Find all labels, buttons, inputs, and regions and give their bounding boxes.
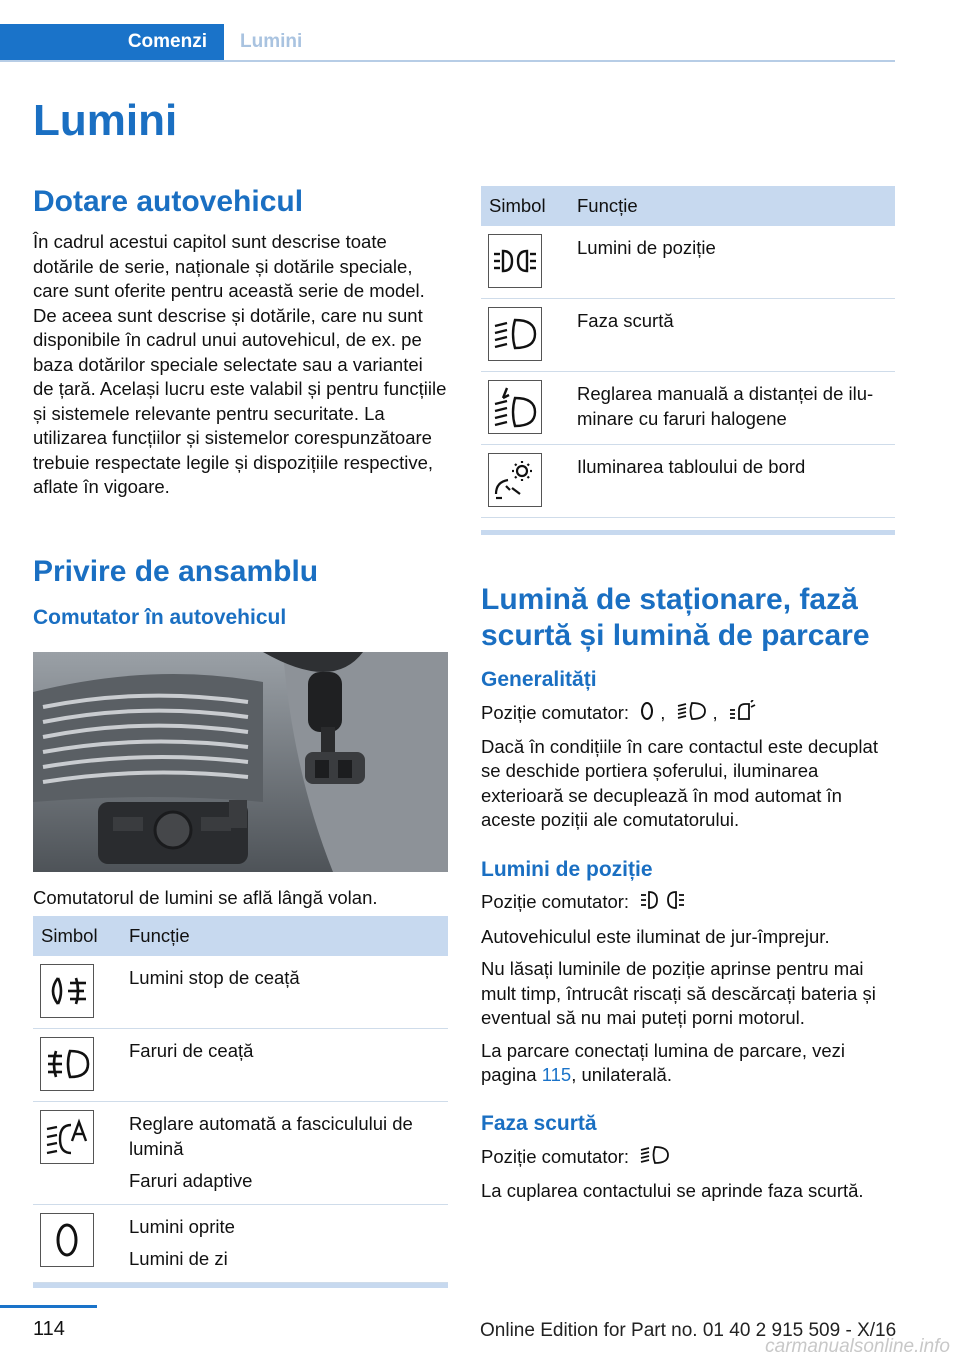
table-header-function: Funcție [563,186,895,226]
front-fog-light-icon [40,1037,94,1091]
table-header-symbol: Simbol [33,916,115,956]
section-dotare [33,184,448,500]
footer-accent [0,1305,97,1308]
section-title-lights: Lumină de staționare, fază scurtă și lumină de parcare [481,583,870,652]
subsection-general [481,668,895,833]
rear-fog-light-icon [40,964,94,1018]
section-overview [33,554,448,630]
switch-positions-general: Poziție comutator: , , [481,700,895,729]
tab-lumini[interactable]: Lumini [240,31,303,52]
function-text: Faza scurtă [577,310,674,331]
parking-lights-icon [488,234,542,288]
switch-position-parking: Poziție comutator: [481,890,895,917]
table-header-function: Funcție [115,916,448,956]
parking-lights-icon [640,890,686,917]
table-row [33,1029,448,1102]
header-tabs [0,24,895,62]
parking-text-3: La parcare conectați lumina de parcare, vezi pagina 115, unilaterală. [481,1039,846,1085]
subsection-title-general: Generalități [481,668,597,691]
lights-off-icon [640,701,654,728]
subsection-title-low-beam: Faza scurtă [481,1112,597,1135]
table-header-symbol: Simbol [481,186,563,226]
function-text: Reglarea manuală a distanței de iluminare cu faruri halogene [577,383,874,429]
headlight-range-icon [488,380,542,434]
general-body: Dacă în condițiile în care contactul este decuplat se deschide portiera șoferului, iluminarea exterioară se decuplează în mod automat în aceste poziții ale comutatorului. [481,735,878,830]
subsection-title-switch: Comutator în autovehicul [33,606,287,629]
function-text: Iluminarea tabloului de bord [577,456,806,477]
photo-caption: Comutatorul de lumini se află lângă volan. [33,887,378,908]
tab-comenzi[interactable]: Comenzi [0,24,224,60]
table-end-bar [481,530,895,535]
left-symbol-table [33,916,448,1288]
function-text: Faruri de ceață [129,1040,254,1061]
function-text: Lumini de zi [129,1248,228,1269]
lights-off-icon [40,1213,94,1267]
switch-photo [33,652,448,872]
table-row [33,1102,448,1205]
table-row [481,299,895,372]
parking-text-2: Nu lăsați luminile de poziție aprinse pentru mai mult timp, întrucât riscați să descărcați bateria și eventual să nu mai puteți porni motorul. [481,958,876,1028]
table-row [481,372,895,445]
table-row [481,445,895,518]
subsection-title-parking: Lumini de poziție [481,858,653,881]
low-beam-icon [488,307,542,361]
right-symbol-table [481,186,895,535]
table-row [33,1204,448,1282]
watermark: carmanualsonline.info [765,1336,950,1357]
page-link-115[interactable]: 115 [541,1064,572,1085]
function-text: Lumini de poziție [577,237,716,258]
parking-light-icon [729,700,757,729]
low-beam-icon [640,1144,670,1173]
section-title-overview: Privire de ansamblu [33,555,319,588]
function-text: Lumini stop de ceață [129,967,300,988]
subsection-parking-lights [481,858,895,1088]
section-title-dotare: Dotare autovehicul [33,185,304,218]
subsection-low-beam [481,1112,895,1203]
function-text: Reglare automată a fasciculului de lumină [129,1113,413,1159]
low-beam-icon [677,700,707,729]
automatic-headlight-icon [40,1110,94,1164]
switch-position-low-beam: Poziție comutator: [481,1144,895,1173]
low-beam-text: La cuplarea contactului se aprinde faza scurtă. [481,1179,864,1201]
page-number: 114 [33,1318,65,1340]
parking-text-1: Autovehiculul este iluminat de jur-împrejur. [481,925,830,947]
table-row [33,956,448,1029]
instrument-lighting-icon [488,453,542,507]
table-end-bar [33,1283,448,1288]
function-text: Faruri adaptive [129,1170,253,1191]
page-title: Lumini [33,96,178,145]
section-lights [481,582,895,654]
edition-text: Online Edition for Part no. 01 40 2 915 509 - X/16 [480,1320,897,1341]
section-body-dotare: În cadrul acestui capitol sunt descrise toate dotările de serie, naționale și dotările speciale, care sunt oferite pentru această serie de model. De aceea sunt descrise și dotările, care nu sunt disponibile în cadrul unui autovehicul, de ex. pe baza dotărilor speciale selectate sau a variantei de țară. Același lucru este valabil și pentru funcțiile și sistemele relevante pentru securitate. La utilizarea funcțiilor și sistemelor corespunzătoare trebuie respectate legile și dispozițiile respective, aflate în vigoare. [33,231,447,497]
function-text: Lumini oprite [129,1215,235,1237]
table-row [481,226,895,299]
